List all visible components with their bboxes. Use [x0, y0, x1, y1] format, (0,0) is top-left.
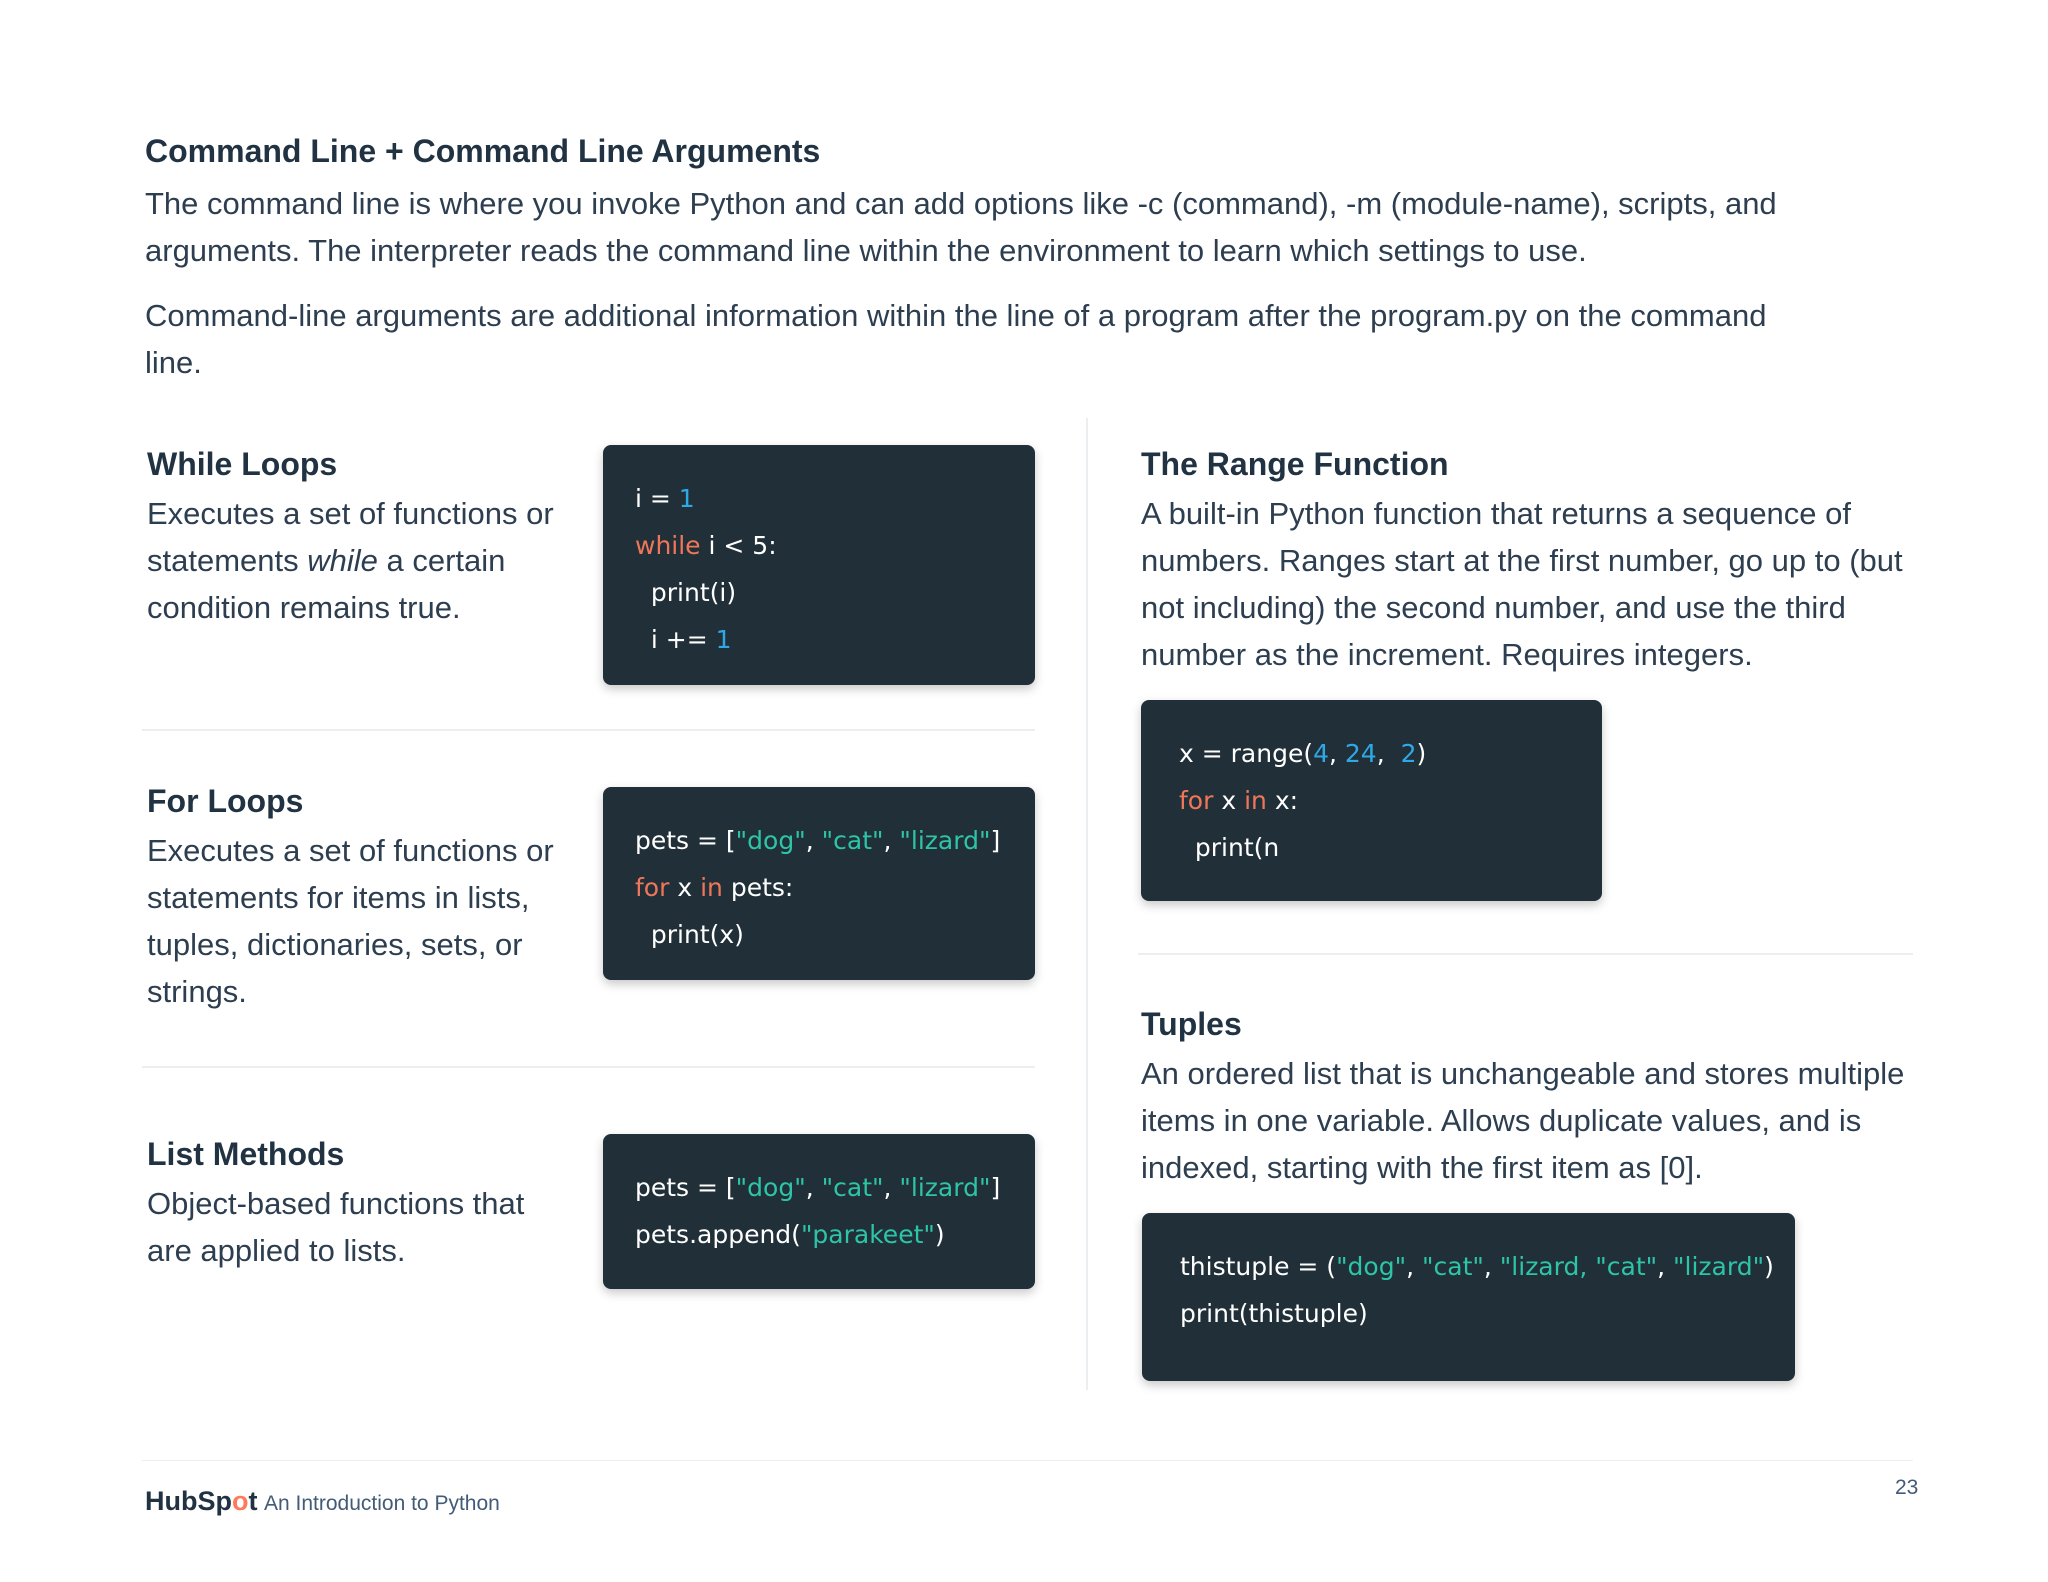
tuples-title: Tuples — [1141, 1006, 1242, 1042]
code-token: 4 — [1313, 739, 1329, 768]
code-line — [1179, 824, 1602, 871]
list-methods-code-block — [603, 1134, 1035, 1289]
code-token: "dog" — [735, 1173, 806, 1202]
code-token: x — [1213, 786, 1245, 815]
code-token: 1 — [715, 625, 732, 654]
code-token: in — [700, 873, 723, 902]
tuples-description: An ordered list that is unchangeable and stores multiple items in one variable. Allows duplicate values, and is indexed, starting with the first item as [0]. — [1141, 1056, 1905, 1185]
code-token: print(thistuple) — [1180, 1299, 1368, 1328]
code-token: ) — [1764, 1252, 1774, 1281]
divider — [1138, 953, 1913, 955]
code-token: x — [669, 873, 701, 902]
code-line — [635, 1211, 1035, 1258]
code-token: x: — [1266, 786, 1299, 815]
code-token: i = — [635, 484, 679, 513]
code-token: "cat" — [821, 826, 884, 855]
code-token: while — [635, 531, 701, 560]
code-token: ) — [1416, 739, 1427, 768]
divider — [142, 1066, 1035, 1068]
code-token: "cat" — [1422, 1252, 1484, 1281]
code-token: , — [883, 1173, 900, 1202]
code-token: i += — [635, 625, 716, 654]
code-token: "cat" — [1595, 1252, 1658, 1281]
code-token: 24 — [1344, 739, 1377, 768]
while-loops-code-block — [603, 445, 1035, 685]
footer-document-title: An Introduction to Python — [264, 1492, 500, 1515]
code-token: , — [1483, 1252, 1500, 1281]
code-token: , — [1406, 1252, 1423, 1281]
code-token: "dog" — [1336, 1252, 1407, 1281]
code-token: "lizard" — [899, 1173, 991, 1202]
column-divider — [1086, 418, 1088, 1390]
code-line — [635, 569, 1035, 616]
code-token: thistuple = ( — [1180, 1252, 1337, 1281]
page-title: Command Line + Command Line Arguments — [145, 133, 821, 169]
for-loops-title: For Loops — [147, 783, 304, 819]
range-function-description: A built-in Python function that returns a sequence of numbers. Ranges start at the first number, go up to (but not including) the second number, and use the third number as the increment. Requires integers. — [1141, 496, 1903, 672]
code-token: print(n — [1179, 833, 1280, 862]
code-token: , — [1657, 1252, 1674, 1281]
range-function-title: The Range Function — [1141, 446, 1449, 482]
code-token: pets.append( — [635, 1220, 801, 1249]
code-token: "parakeet" — [800, 1220, 935, 1249]
code-token: "cat" — [821, 1173, 884, 1202]
code-token: , — [883, 826, 900, 855]
page-number: 23 — [1895, 1476, 1919, 1499]
code-line — [635, 522, 1035, 569]
code-token: pets = [ — [635, 826, 736, 855]
code-token: , — [1329, 739, 1345, 768]
code-line — [1180, 1243, 1795, 1290]
code-line — [635, 475, 1035, 522]
divider — [142, 729, 1035, 731]
code-token: for — [1179, 786, 1214, 815]
intro-paragraph-2: Command-line arguments are additional information within the line of a program after the program.py on the command line. — [145, 298, 1767, 380]
code-token: pets: — [722, 873, 794, 902]
for-loops-description: Executes a set of functions or statements for items in lists, tuples, dictionaries, sets, or strings. — [147, 833, 554, 1009]
code-line — [635, 817, 1035, 864]
intro-paragraph-1: The command line is where you invoke Python and can add options like -c (command), -m (module-name), scripts, and arguments. The interpreter reads the command line within the environment to learn which settings to use. — [145, 186, 1777, 268]
while-loops-title: While Loops — [147, 446, 338, 482]
code-token: ] — [990, 1173, 1001, 1202]
list-methods-description: Object-based functions that are applied to lists. — [147, 1186, 525, 1268]
tuples-code-block — [1142, 1213, 1795, 1381]
code-token: in — [1244, 786, 1267, 815]
code-token: x = range( — [1179, 739, 1314, 768]
code-token: ) — [934, 1220, 945, 1249]
hubspot-logo: HubSpot — [145, 1486, 258, 1516]
code-token: print(x) — [635, 920, 744, 949]
footer-divider — [142, 1460, 1913, 1461]
code-token: , — [1376, 739, 1401, 768]
code-token: "dog" — [735, 826, 806, 855]
code-line — [1179, 730, 1602, 777]
code-token: 2 — [1400, 739, 1417, 768]
code-token: 1 — [678, 484, 695, 513]
code-line — [635, 911, 1035, 958]
list-methods-title: List Methods — [147, 1136, 345, 1172]
code-token: "lizard" — [899, 826, 991, 855]
code-token: for — [635, 873, 670, 902]
for-loops-code-block — [603, 787, 1035, 980]
code-token: , — [805, 826, 822, 855]
code-line — [1180, 1290, 1795, 1337]
code-token: i < 5: — [700, 531, 777, 560]
code-token: ] — [990, 826, 1001, 855]
range-function-code-block — [1141, 700, 1602, 901]
code-token: , — [805, 1173, 822, 1202]
code-line — [635, 616, 1035, 663]
code-token: print(i) — [635, 578, 737, 607]
code-line — [635, 864, 1035, 911]
while-loops-description: Executes a set of functions or statements while a certain condition remains true. — [147, 496, 554, 625]
code-token: pets = [ — [635, 1173, 736, 1202]
code-line — [1179, 777, 1602, 824]
code-token: "lizard, — [1499, 1252, 1588, 1281]
code-line — [635, 1164, 1035, 1211]
code-token: "lizard" — [1673, 1252, 1765, 1281]
